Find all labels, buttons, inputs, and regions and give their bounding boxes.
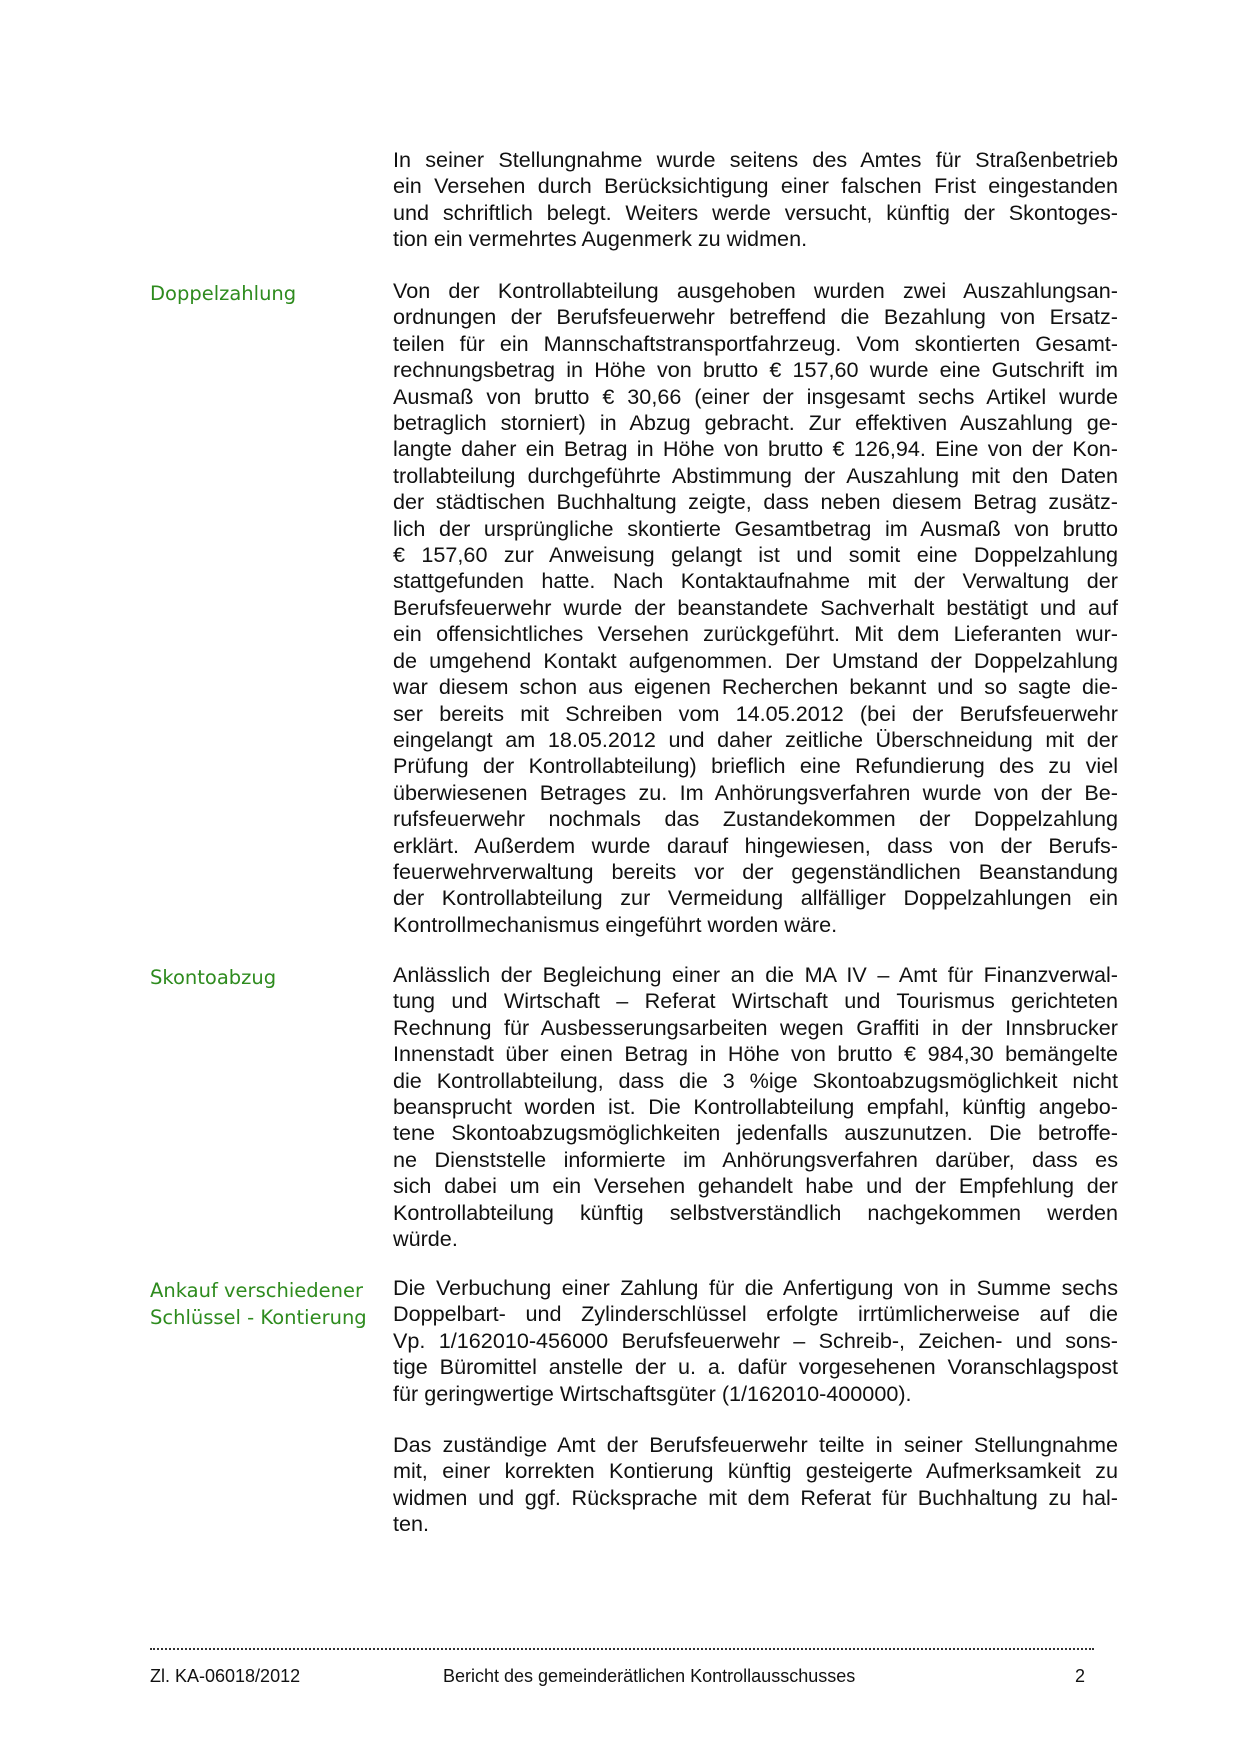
text-line: Berufsfeuerwehr wurde der beanstandete Sachverhalt bestätigt und auf [393,594,1118,620]
text-line: ein Versehen durch Berücksichtigung einer falschen Frist eingestanden [393,173,1118,199]
text-line: für geringwertige Wirtschaftsgüter (1/162010-400000). [393,1380,912,1406]
text-line: ten. [393,1511,430,1537]
text-line: widmen und ggf. Rücksprache mit dem Referat für Buchhaltung zu hal- [393,1484,1118,1510]
text-line: Die Verbuchung einer Zahlung für die Anfertigung von in Summe sechs [393,1275,1118,1300]
side-heading-line: Doppelzahlung [150,282,297,305]
text-line: langte daher ein Betrag in Höhe von brutto € 126,94. Eine von der Kon- [393,436,1118,462]
text-line: tige Büromittel anstelle der u. a. dafür vorgesehenen Voranschlagspost [393,1354,1118,1380]
text-line: Prüfung der Kontrollabteilung) brieflich eine Refundierung des zu viel [393,753,1118,779]
side-heading [150,964,380,991]
text-line: trollabteilung durchgeführte Abstimmung der Auszahlung mit den Daten [393,462,1118,488]
paragraph [393,962,1118,1252]
text-line: Das zuständige Amt der Berufsfeuerwehr teilte in seiner Stellungnahme [393,1432,1118,1457]
text-line: teilen für ein Mannschaftstransportfahrzeug. Vom skontierten Gesamt- [393,330,1118,356]
text-line: tung und Wirtschaft – Referat Wirtschaft und Tourismus gerichteten [393,988,1118,1014]
text-line: sich dabei um ein Versehen gehandelt habe und der Empfehlung der [393,1173,1118,1199]
text-line: erklärt. Außerdem wurde darauf hingewiesen, dass von der Berufs- [393,832,1118,858]
text-line: ein offensichtliches Versehen zurückgeführt. Mit dem Lieferanten wur- [393,621,1118,647]
text-line: beansprucht worden ist. Die Kontrollabteilung empfahl, künftig angebo- [393,1094,1118,1120]
text-line: tene Skontoabzugsmöglichkeiten jedenfalls auszunutzen. Die betroffe- [393,1120,1118,1146]
text-line: rechnungsbetrag in Höhe von brutto € 157,60 wurde eine Gutschrift im [393,357,1118,383]
text-line: mit, einer korrekten Kontierung künftig gesteigerte Aufmerksamkeit zu [393,1458,1118,1484]
side-heading [150,280,380,307]
text-line: € 157,60 zur Anweisung gelangt ist und somit eine Doppelzahlung [393,542,1118,568]
text-line: Doppelbart- und Zylinderschlüssel erfolgte irrtümlicherweise auf die [393,1301,1118,1327]
text-line: überwiesenen Betrages zu. Im Anhörungsverfahren wurde von der Be- [393,779,1118,805]
text-line: der städtischen Buchhaltung zeigte, dass neben diesem Betrag zusätz- [393,489,1118,515]
text-line: war diesem schon aus eigenen Recherchen bekannt und so sagte die- [393,674,1118,700]
paragraph [393,278,1118,938]
side-heading-line: Skontoabzug [150,966,277,989]
text-line: der Kontrollabteilung zur Vermeidung allfälliger Doppelzahlungen ein [393,885,1118,911]
text-line: Vp. 1/162010-456000 Berufsfeuerwehr – Schreib-, Zeichen- und sons- [393,1327,1118,1353]
text-line: betraglich storniert) in Abzug gebracht. Zur effektiven Auszahlung ge- [393,410,1118,436]
text-line: de umgehend Kontakt aufgenommen. Der Umstand der Doppelzahlung [393,647,1118,673]
text-line: Anlässlich der Begleichung einer an die MA IV – Amt für Finanzverwal- [393,962,1118,987]
text-line: rufsfeuerwehr nochmals das Zustandekommen der Doppelzahlung [393,806,1118,832]
text-line: Von der Kontrollabteilung ausgehoben wurden zwei Auszahlungsan- [393,278,1118,303]
text-line: Rechnung für Ausbesserungsarbeiten wegen Graffiti in der Innsbrucker [393,1014,1118,1040]
paragraph [393,1275,1118,1407]
text-line: würde. [393,1226,458,1252]
text-line: Innenstadt über einen Betrag in Höhe von brutto € 984,30 bemängelte [393,1041,1118,1067]
text-line: ne Dienststelle informierte im Anhörungsverfahren darüber, dass es [393,1146,1118,1172]
side-heading-line: Ankauf verschiedener [150,1279,363,1302]
text-line: ordnungen der Berufsfeuerwehr betreffend die Bezahlung von Ersatz- [393,304,1118,330]
text-line: die Kontrollabteilung, dass die 3 %ige Skontoabzugsmöglichkeit nicht [393,1067,1118,1093]
text-line: In seiner Stellungnahme wurde seitens des Amtes für Straßenbetrieb [393,147,1118,172]
text-line: Kontrollmechanismus eingeführt worden wäre. [393,911,838,937]
side-heading [150,1277,380,1331]
footer-title: Bericht des gemeinderätlichen Kontrollausschusses [443,1666,856,1686]
text-line: stattgefunden hatte. Nach Kontaktaufnahme mit der Verwaltung der [393,568,1118,594]
paragraph [393,1432,1118,1538]
side-heading-line: Schlüssel - Kontierung [150,1306,367,1329]
text-line: lich der ursprüngliche skontierte Gesamtbetrag im Ausmaß von brutto [393,515,1118,541]
text-line: tion ein vermehrtes Augenmerk zu widmen. [393,226,808,252]
text-line: Ausmaß von brutto € 30,66 (einer der insgesamt sechs Artikel wurde [393,383,1118,409]
text-line: eingelangt am 18.05.2012 und daher zeitliche Überschneidung mit der [393,726,1118,752]
text-line: ser bereits mit Schreiben vom 14.05.2012 (bei der Berufsfeuerwehr [393,700,1118,726]
paragraph [393,147,1118,253]
text-line: und schriftlich belegt. Weiters werde versucht, künftig der Skontoges- [393,199,1118,225]
footer-divider [150,1648,1094,1650]
text-line: Kontrollabteilung künftig selbstverständlich nachgekommen werden [393,1199,1118,1225]
text-line: feuerwehrverwaltung bereits vor der gegenständlichen Beanstandung [393,858,1118,884]
footer-reference: Zl. KA-06018/2012 [150,1666,301,1686]
footer-page-number: 2 [1075,1666,1086,1686]
